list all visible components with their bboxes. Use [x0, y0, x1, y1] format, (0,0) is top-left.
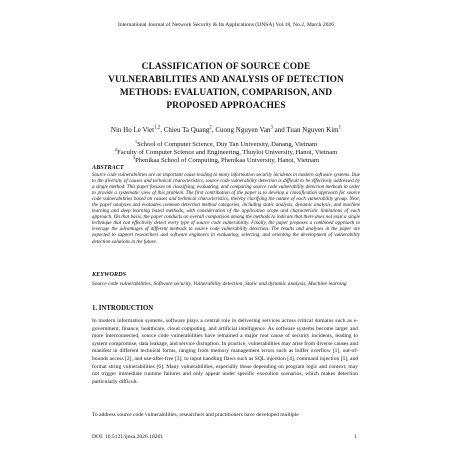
author-affil-sup: 1 — [338, 125, 342, 131]
title-line-2: VULNERABILITIES AND ANALYSIS OF DETECTION — [108, 75, 344, 85]
keywords-heading: KEYWORDS — [92, 271, 127, 278]
affiliation-text: Phenikaa School of Computing, Phenikaa University, Hanoi, Vietnam — [135, 157, 320, 164]
intro-paragraph-2: To address source code vulnerabilities, researchers and practitioners have developed multiple — [92, 412, 299, 418]
section-heading-introduction: 1. INTRODUCTION — [92, 305, 154, 312]
affiliation-1 — [0, 138, 452, 148]
author-affil-sup: 2 — [209, 125, 212, 131]
author-affil-sup: 3 — [270, 125, 273, 131]
page-number: 1 — [354, 434, 357, 440]
author-name: Tuan Nguyen Kim — [286, 126, 339, 134]
abstract-text: Source code vulnerabilities are an important cause leading to many information security incidents in modern software systems. Due to the diversity of causes and technical characteristics, source code vulnerability detection is difficult to be effectively addressed by a single method. This paper focuses on classifying, evaluating, and comparing source code vulnerability detection methods in order to provide a systematic view of this problem. The first contribution of the paper is to develop a classification approach for source code vulnerabilities based on causes and technical characteristics, thereby clarifying the nature of each vulnerability group. Next, the paper analyzes and evaluates common detection method categories, including static analysis, dynamic analysis, and machine learning and deep learning based methods, with consideration of the application scope and characteristic limitations of each approach. On that basis, the paper conducts an overall comparison among the methods to indicate that there does not exist a single technique that can effectively detect every type of source code vulnerability. Finally, the paper proposes a combined approach to leverage the advantages of different methods in source code vulnerability detection. The results and analyses in the paper are expected to support researchers and software engineers in evaluating, selecting, and orienting the development of vulnerability detection solutions in the future. — [92, 172, 360, 245]
journal-header: International Journal of Network Security & Its Applications (IJNSA) Vol.18, No.2, March 2026 — [117, 22, 335, 28]
author-name: Chieu Ta Quang — [163, 126, 210, 134]
intro-paragraph-1: In modern information systems, software plays a central role in delivering services across critical domains such as e-government, finance, healthcare, cloud computing, and artificial intelligence. As software systems become larger and more interconnected, source code vulnerabilities have remained a major root cause of security incidents, leading to system compromise, data leakage, and service disruption. In practice, vulnerabilities may arise from diverse causes and manifest in different technical forms, ranging from memory management errors such as buffer overflow [1], out-of-bounds access [2], and use-after-free [3], to input handling flaws such as SQL injection [4], command injection [5], and format string vulnerabilities [6]. Many vulnerabilities, especially those depending on program logic and context, may not trigger immediate runtime failures and only appear under specific execution scenarios, which makes detection particularly difficult. — [92, 318, 358, 385]
author-list: Nin Ho Le Viet$^{1,2}$, Chieu Ta Quang$^2$, Cuong Nguyen Van$^3$ and Tuan Nguyen Kim$^1$ — [110, 125, 342, 134]
title-line-4: PROPOSED APPROACHES — [166, 101, 286, 111]
affiliation-text: Faculty of Computer Science and Engineering, Thuyloi University, Hanoi, Vietnam — [117, 149, 338, 156]
footer-doi: DOI: 10.5121/ijnsa.2026.18201 — [92, 434, 164, 440]
title-line-1: CLASSIFICATION OF SOURCE CODE — [141, 62, 311, 72]
affiliation-sup: 3 — [132, 154, 136, 160]
title-line-3: METHODS: EVALUATION, COMPARISON, AND — [119, 88, 333, 98]
author-name: Cuong Nguyen Van — [215, 126, 271, 134]
affiliation-3 — [0, 154, 452, 164]
author-affil-sup: 1,2 — [154, 125, 161, 131]
affiliation-2 — [0, 146, 452, 156]
affiliation-sup: 1 — [134, 138, 138, 144]
abstract-heading: ABSTRACT — [92, 164, 124, 171]
affiliation-sup: 2 — [114, 146, 118, 152]
author-name: Nin Ho Le Viet — [110, 126, 155, 134]
affiliation-text: School of Computer Science, Duy Tan University, Danang, Vietnam — [137, 141, 318, 148]
keywords-text: Source code vulnerabilities, Software security, Vulnerability detection, Static and dynamic analysis, Machine learning — [92, 281, 347, 287]
